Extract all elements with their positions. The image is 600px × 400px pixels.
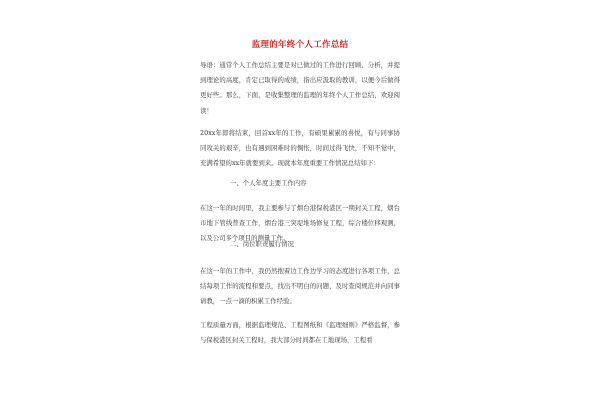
document-title: 监理的年终个人工作总结 — [251, 40, 349, 50]
section-2-paragraph: 在这一年的工作中，我仍然抱着边工作边学习的态度进行各项工作，总结每项工作的流程和要点，找出不明白的问题，及时查阅规范并向同事请教，一点一滴的积累工作经验。 — [200, 267, 400, 306]
section-2-paragraph-quality: 工程质量方面，根据监理规范、工程图纸和《监理细则》严格监督，参与保税港区封关工程时，我大部分时间都在工地现场，工程看 — [200, 321, 400, 345]
section-1-heading: 一、个人年度主要工作内容 — [230, 179, 307, 187]
intro-paragraph: 导语：通常个人工作总结主要是对已做过的工作进行回顾、分析，并提到理论的高度，肯定已取得的成绩，指出应汲取的教训，以便今后做得更好些。那么，下面，是收集整理的监理的年终个人工作总结，欢迎阅读！ — [200, 61, 400, 115]
section-1-paragraph: 在这一年的时间里，我主要参与了烟台港保税港区一期封关工程，烟台市地下管线普查工作，烟台港三突堤堆场修复工程，综合楼位移观测，以及公司多个项目的测量工作。 — [200, 204, 400, 243]
section-2-heading: 二、岗位职责履行情况 — [230, 240, 294, 248]
opening-paragraph: 20xx年即将结束，回首xx年的工作，有硕果累累的喜悦，有与同事协同攻关的艰辛，也有遇到困难时的惆怅，时间过得飞快，不知不觉中，充满希望的xx年就要到来。现就本年度重要工作情况总结如下： — [200, 129, 400, 168]
